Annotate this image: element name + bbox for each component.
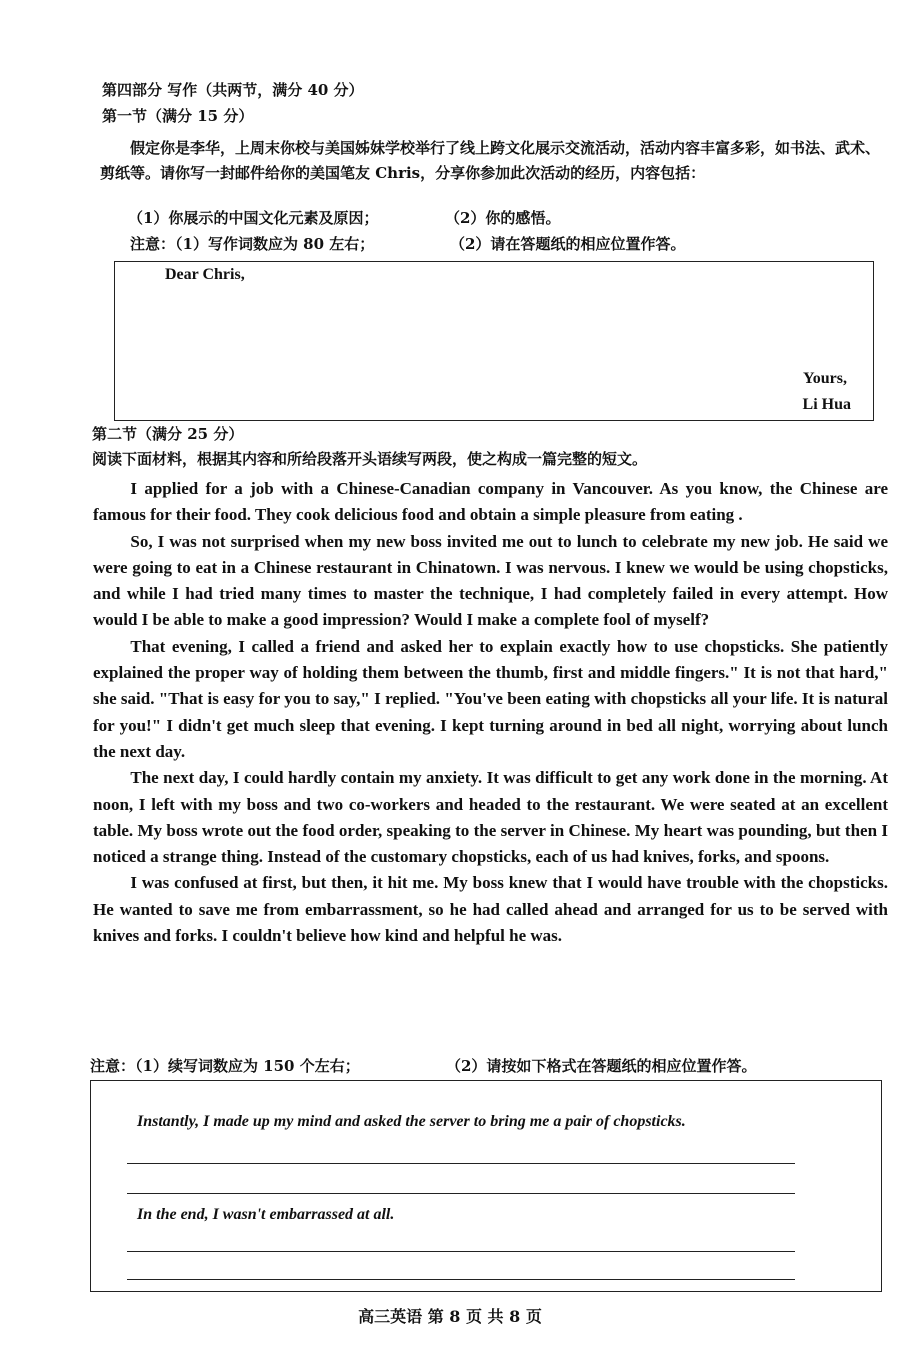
note-1: （1）续写词数应为 150 个左右； (135, 1057, 360, 1075)
continuation-prompt-2: In the end, I wasn't embarrassed at all. (137, 1206, 395, 1223)
story-paragraph: I applied for a job with a Chinese-Canadian company in Vancouver. As you know, the Chinese are famous for their food. They cook delicious food and obtain a simple pleasure from eating . (93, 479, 888, 525)
letter-box (114, 261, 874, 421)
writing-line (127, 1279, 795, 1280)
story-text (93, 476, 888, 949)
note-label: 注意： (90, 1057, 136, 1075)
letter-signature: Li Hua (802, 396, 851, 413)
note-label: 注意： (130, 235, 176, 253)
section2-instructions: 阅读下面材料，根据其内容和所给段落开头语续写两段，使之构成一篇完整的短文。 (92, 450, 648, 468)
letter-greeting: Dear Chris, (165, 266, 245, 283)
section1-note-2: （2）请在答题纸的相应位置作答。 (450, 235, 686, 253)
story-paragraph: I was confused at first, but then, it hit me. My boss knew that I would have trouble with the chopsticks. He wanted to save me from embarrassment, so he had called ahead and arranged for us to be served with knives and forks. I couldn't believe how kind and helpful he was. (93, 873, 888, 946)
letter-closing: Yours, (802, 370, 847, 387)
story-paragraph: That evening, I called a friend and asked her to explain exactly how to use chopsticks. She patiently explained the proper way of holding them between the thumb, first and middle fingers." It is not that hard," she said. "That is easy for you to say," I replied. "You've been eating with chopsticks all your life. It is natural for you!" I didn't get much sleep that evening. I kept turning around in bed all night, worrying about lunch the next day. (93, 636, 888, 761)
section1-point2: （2）你的感悟。 (445, 209, 561, 227)
page-footer: 高三英语 第 8 页 共 8 页 (358, 1307, 542, 1326)
continuation-box (90, 1080, 882, 1292)
section1-point1: （1）你展示的中国文化元素及原因； (128, 209, 379, 227)
writing-line (127, 1163, 795, 1164)
story-paragraph: So, I was not surprised when my new boss invited me out to lunch to celebrate my new job. He said we were going to eat in a Chinese restaurant in Chinatown. I was nervous. I knew we would be using chopsticks, and while I had tried many times to master the technique, I had completely failed in every attempt. How would I be able to make a good impression? Would I make a complete fool of myself? (93, 531, 888, 630)
note-1: （1）写作词数应为 80 左右； (175, 235, 375, 253)
writing-line (127, 1251, 795, 1252)
part-title: 第四部分 写作（共两节，满分 40 分） (102, 81, 364, 99)
section1-note (130, 233, 374, 255)
writing-line (127, 1193, 795, 1194)
section2-note (90, 1055, 360, 1077)
story-paragraph: The next day, I could hardly contain my anxiety. It was difficult to get any work done in the morning. At noon, I left with my boss and two co-workers and headed to the restaurant. We were seated at an excellent table. My boss wrote out the food order, speaking to the server in Chinese. My heart was pounding, but then I noticed a strange thing. Instead of the customary chopsticks, each of us had knives, forks, and spoons. (93, 768, 888, 867)
section1-instructions: 假定你是李华，上周末你校与美国姊妹学校举行了线上跨文化展示交流活动，活动内容丰富多彩，如书法、武术、剪纸等。请你写一封邮件给你的美国笔友 Chris，分享你参加此次活动的经历，内容包括： (100, 139, 881, 182)
section2-title: 第二节（满分 25 分） (92, 425, 244, 443)
continuation-prompt-1: Instantly, I made up my mind and asked the server to bring me a pair of chopsticks. (137, 1113, 686, 1130)
section1-title: 第一节（满分 15 分） (102, 107, 254, 125)
section2-note-2: （2）请按如下格式在答题纸的相应位置作答。 (446, 1057, 757, 1075)
